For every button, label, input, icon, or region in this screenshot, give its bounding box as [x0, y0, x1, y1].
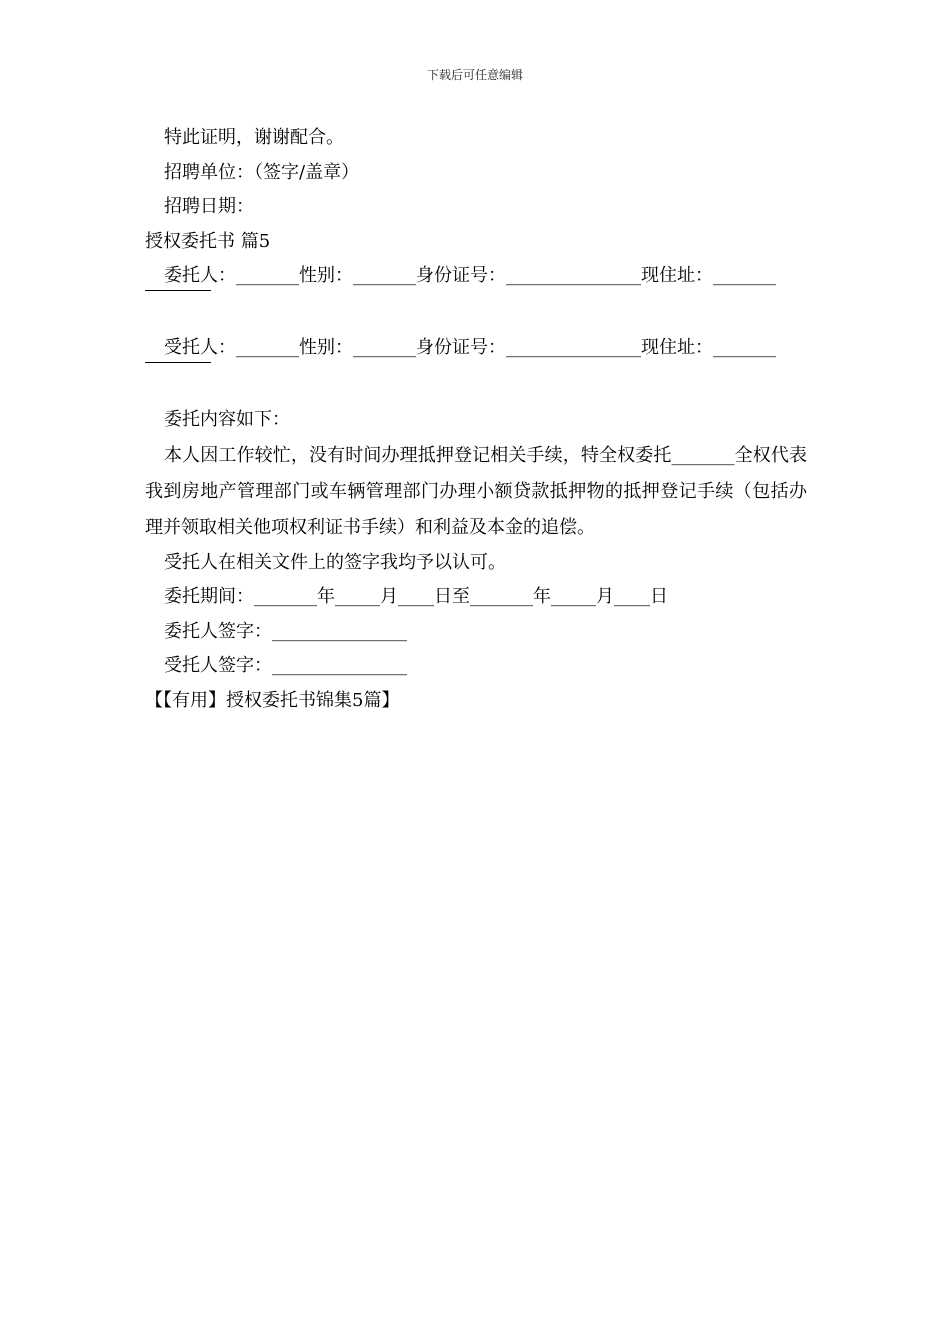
- agent-info-continuation: [145, 366, 807, 404]
- section-title: 授权委托书 篇5: [145, 230, 271, 252]
- blank-underline: [145, 290, 211, 291]
- principal-info-line: 委托人：_______性别：_______身份证号：_______________现住址：_______: [164, 265, 776, 286]
- agent-signature-line: 受托人签字：_______________: [164, 655, 407, 676]
- recognition-line: 受托人在相关文件上的签字我均予以认可。: [164, 551, 506, 573]
- employer-sign-line: 招聘单位：（签字/盖章）: [164, 161, 360, 183]
- content-heading: 委托内容如下：: [164, 409, 290, 430]
- closing-line: 特此证明，谢谢配合。: [164, 127, 344, 148]
- principal-signature-line: 委托人签字：_______________: [164, 620, 407, 642]
- footer-title: 【【有用】授权委托书锦集5篇】: [145, 689, 400, 711]
- period-line: 委托期间：_______年_____月____日至_______年_____月____日: [164, 586, 668, 607]
- document-body: [145, 121, 807, 718]
- agent-info-line: 受托人：_______性别：_______身份证号：_______________现住址：_______: [164, 337, 776, 358]
- authorization-paragraph: 本人因工作较忙，没有时间办理抵押登记相关手续，特全权委托_______全权代表我到房地产管理部门或车辆管理部门办理小额贷款抵押物的抵押登记手续（包括办理并领取相关他项权利证书手续）和利益及本金的追偿。: [145, 444, 807, 538]
- principal-info-continuation: [145, 294, 807, 332]
- page-header: 下载后可任意编辑: [426, 68, 523, 82]
- employer-date-line: 招聘日期：: [164, 196, 254, 217]
- blank-underline: [145, 362, 211, 363]
